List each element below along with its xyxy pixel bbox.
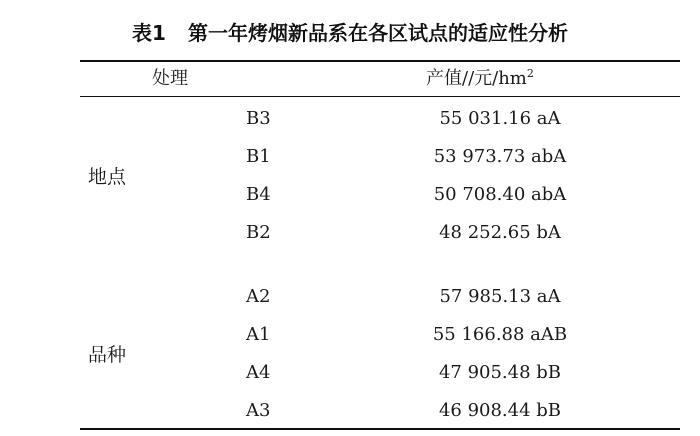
header-yield-superscript: 2 bbox=[526, 67, 534, 80]
row-code: B2 bbox=[246, 222, 271, 243]
bottom-rule bbox=[80, 428, 680, 430]
header-yield-label: 产值//元/hm bbox=[426, 68, 527, 89]
row-yield: 57 985.13 aA bbox=[439, 286, 561, 307]
row-code: B3 bbox=[246, 108, 271, 129]
row-code: A3 bbox=[246, 400, 271, 421]
row-code: A1 bbox=[246, 324, 271, 345]
row-yield: 47 905.48 bB bbox=[438, 362, 562, 383]
group-label-location: 地点 bbox=[88, 166, 127, 188]
group-label-variety: 品种 bbox=[88, 344, 127, 366]
row-code: A2 bbox=[246, 286, 271, 307]
table-title: 第一年烤烟新品系在各区试点的适应性分析 bbox=[187, 21, 568, 45]
row-yield: 46 908.44 bB bbox=[438, 400, 562, 421]
header-yield bbox=[426, 62, 534, 96]
header-rule bbox=[80, 96, 680, 97]
table-caption bbox=[0, 18, 700, 48]
row-code: A4 bbox=[246, 362, 271, 383]
row-yield: 53 973.73 abA bbox=[433, 146, 567, 167]
row-yield: 50 708.40 abA bbox=[433, 184, 567, 205]
row-code: B4 bbox=[246, 184, 271, 205]
row-yield: 55 166.88 aAB bbox=[432, 324, 568, 345]
row-yield: 55 031.16 aA bbox=[439, 108, 561, 129]
row-code: B1 bbox=[246, 146, 271, 167]
header-treatment: 处理 bbox=[152, 68, 188, 89]
table-number: 表1 bbox=[132, 21, 166, 45]
row-yield: 48 252.65 bA bbox=[439, 222, 561, 243]
